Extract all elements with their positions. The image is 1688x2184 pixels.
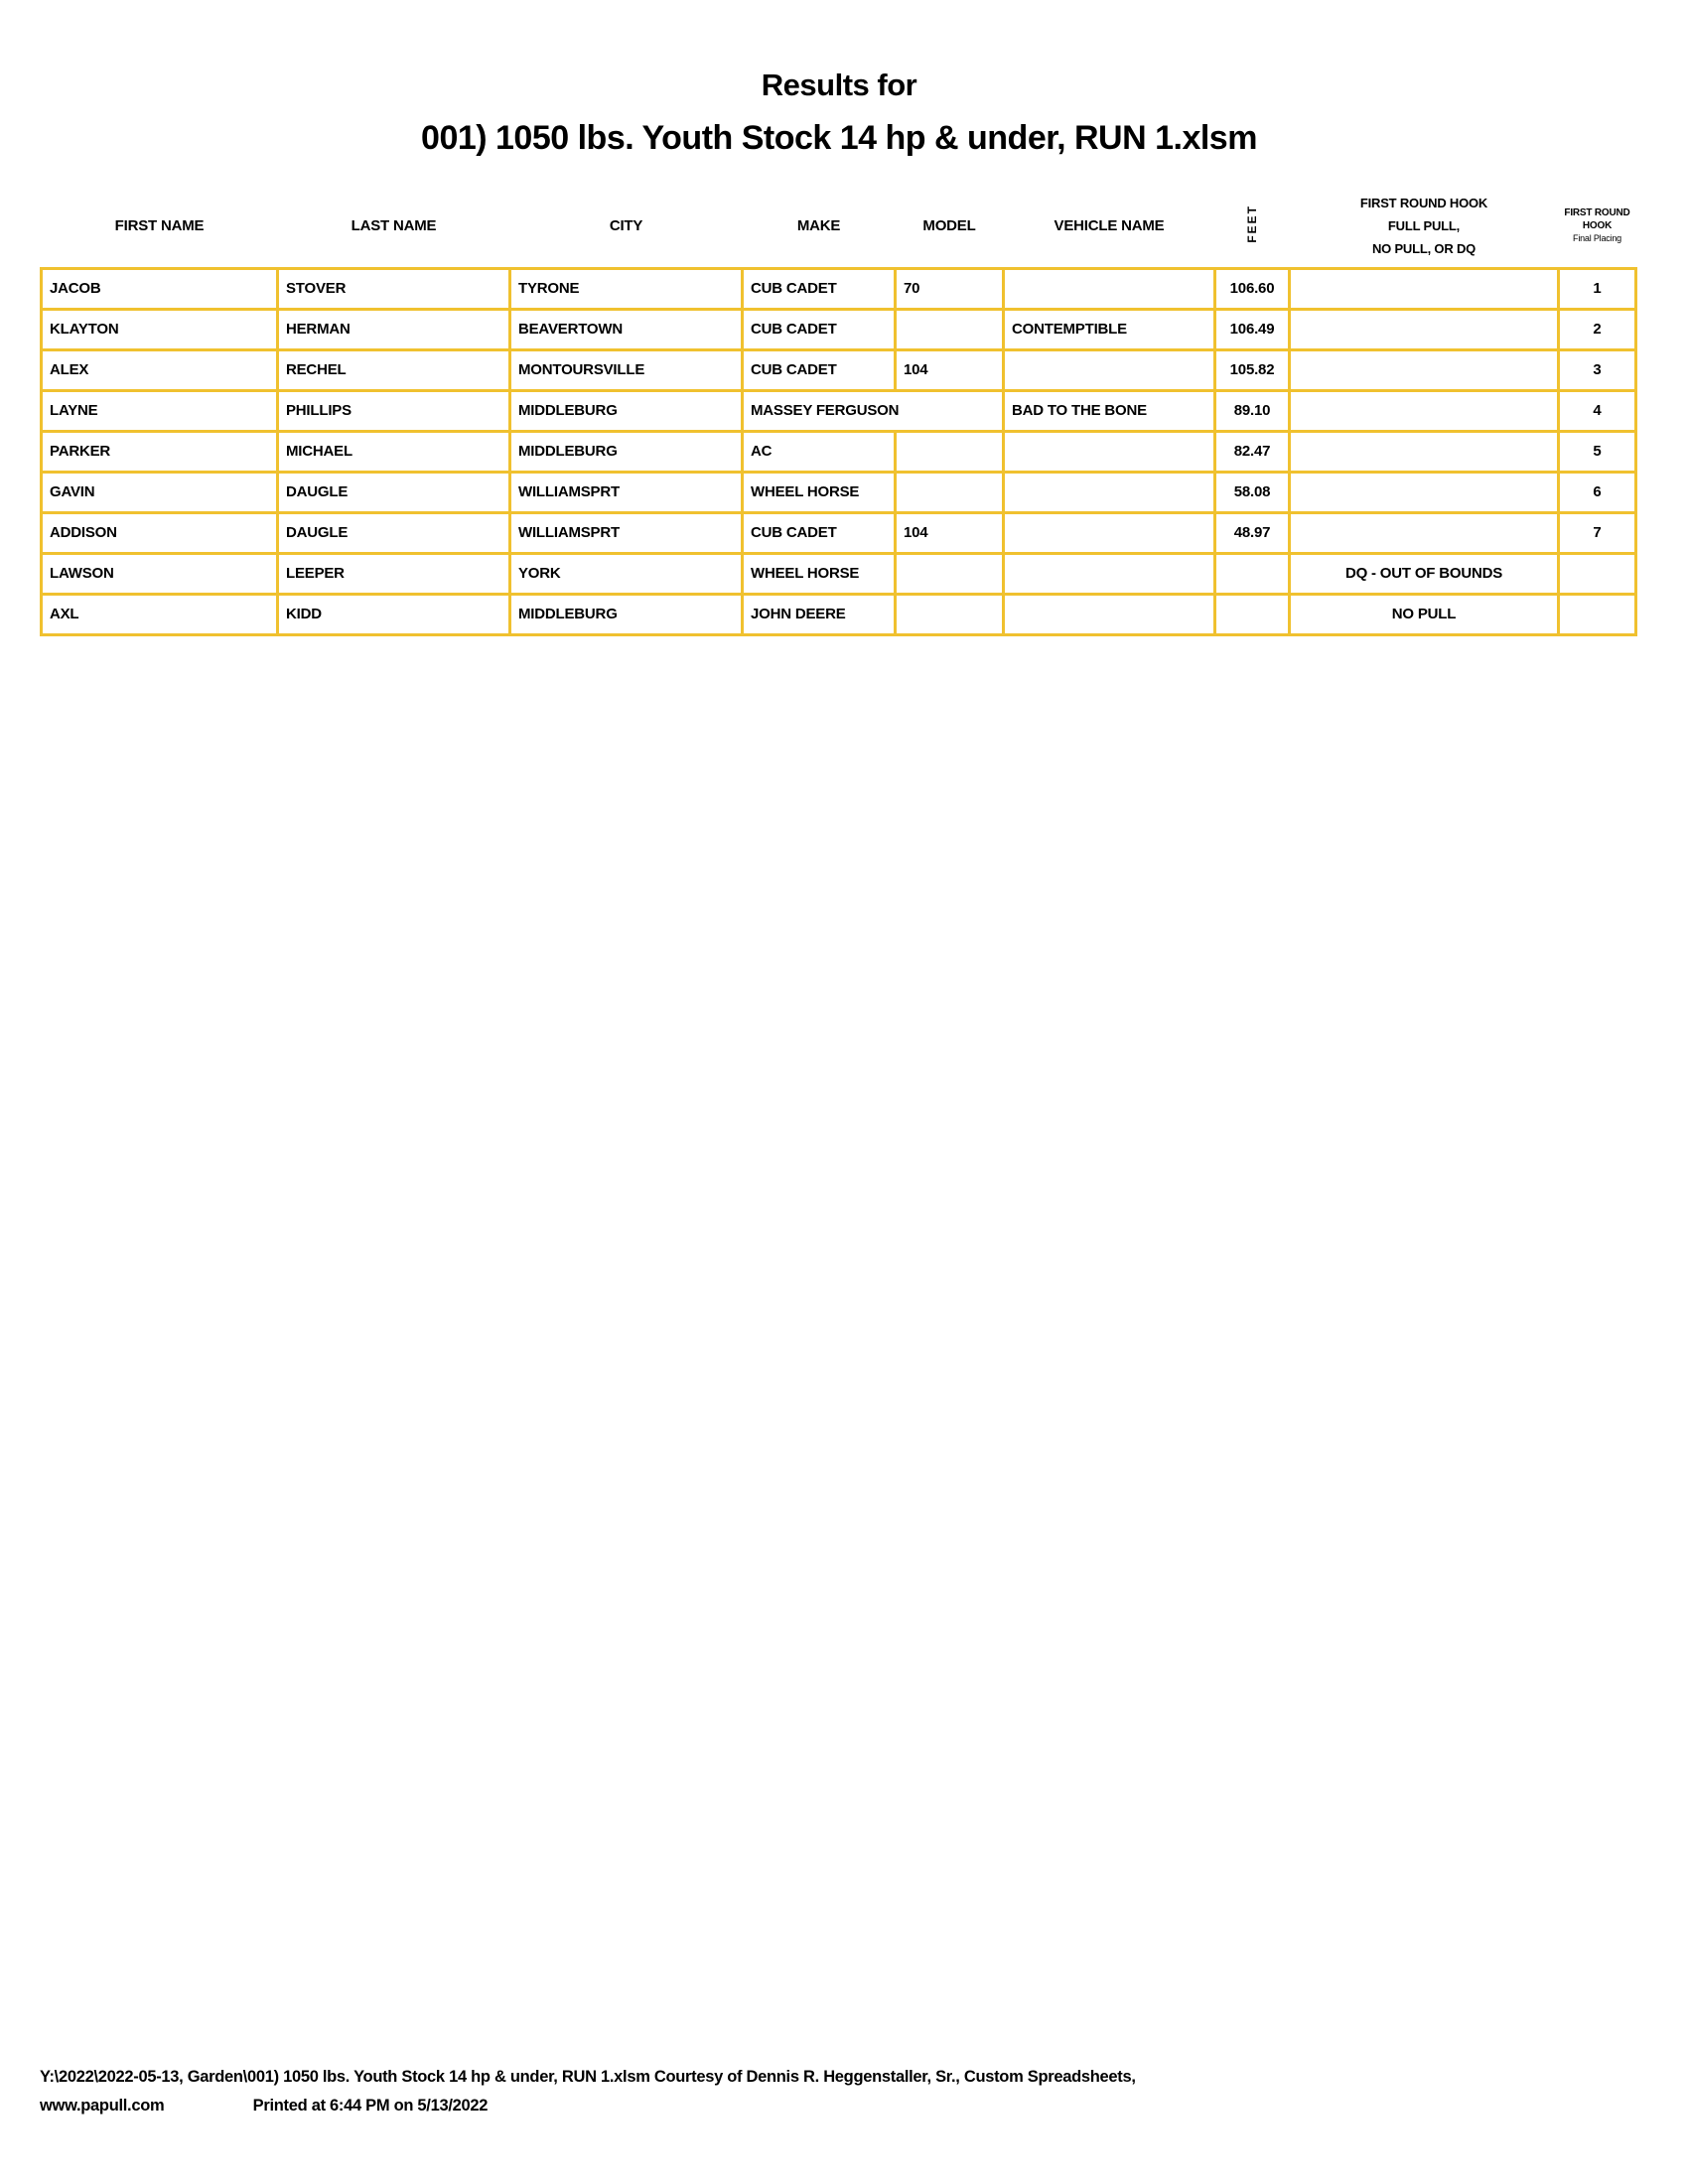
table-header-row (42, 185, 1636, 268)
table-row (42, 512, 1636, 553)
cell-feet: 89.10 (1215, 390, 1290, 431)
placing-header-line: Final Placing (1573, 232, 1621, 243)
cell-placing: 1 (1559, 268, 1636, 309)
cell-hook-result (1290, 512, 1559, 553)
cell-last-name: KIDD (278, 594, 510, 634)
placing-header-line: FIRST ROUND (1564, 206, 1630, 218)
table-row (42, 309, 1636, 349)
results-table (40, 185, 1637, 636)
cell-first-name: KLAYTON (42, 309, 278, 349)
cell-model: 104 (896, 349, 1004, 390)
cell-hook-result (1290, 309, 1559, 349)
cell-make: CUB CADET (743, 349, 896, 390)
cell-feet: 106.49 (1215, 309, 1290, 349)
table-row (42, 268, 1636, 309)
table-row (42, 349, 1636, 390)
cell-first-name: PARKER (42, 431, 278, 472)
cell-make: WHEEL HORSE (743, 553, 896, 594)
page-title: Results for (761, 68, 917, 102)
table-row (42, 553, 1636, 594)
cell-feet: 82.47 (1215, 431, 1290, 472)
footer-printed-timestamp: Printed at 6:44 PM on 5/13/2022 (252, 2097, 489, 2115)
cell-last-name: LEEPER (278, 553, 510, 594)
cell-city: TYRONE (510, 268, 743, 309)
cell-first-name: JACOB (42, 268, 278, 309)
cell-vehicle-name: CONTEMPTIBLE (1004, 309, 1215, 349)
table-row (42, 472, 1636, 512)
cell-vehicle-name (1004, 512, 1215, 553)
cell-city: MONTOURSVILLE (510, 349, 743, 390)
table-row (42, 594, 1636, 634)
feet-rotated-label: FEET (1245, 204, 1259, 243)
cell-last-name: PHILLIPS (278, 390, 510, 431)
report-footer (40, 2063, 1136, 2120)
column-header-city: CITY (609, 216, 643, 234)
cell-last-name: DAUGLE (278, 472, 510, 512)
column-header-last-name: LAST NAME (351, 216, 437, 234)
cell-city: WILLIAMSPRT (510, 512, 743, 553)
column-header-model: MODEL (922, 216, 976, 234)
cell-feet: 48.97 (1215, 512, 1290, 553)
report-title (0, 68, 1678, 158)
cell-placing: 6 (1559, 472, 1636, 512)
cell-hook-result (1290, 431, 1559, 472)
cell-model (896, 553, 1004, 594)
cell-make: CUB CADET (743, 512, 896, 553)
cell-model: 104 (896, 512, 1004, 553)
column-header-vehicle-name: VEHICLE NAME (1054, 216, 1165, 234)
cell-feet: 106.60 (1215, 268, 1290, 309)
cell-city: MIDDLEBURG (510, 594, 743, 634)
hook-header-line: FIRST ROUND HOOK (1359, 195, 1488, 210)
cell-placing: 7 (1559, 512, 1636, 553)
cell-make: CUB CADET (743, 309, 896, 349)
cell-feet: 105.82 (1215, 349, 1290, 390)
placing-header-line: HOOK (1582, 219, 1613, 231)
page-subtitle: 001) 1050 lbs. Youth Stock 14 hp & under, RUN 1.xlsm (421, 119, 1257, 157)
cell-hook-result: DQ - OUT OF BOUNDS (1290, 553, 1559, 594)
cell-model: 70 (896, 268, 1004, 309)
cell-model (896, 431, 1004, 472)
column-header-feet (1215, 185, 1290, 268)
cell-placing: 5 (1559, 431, 1636, 472)
cell-vehicle-name (1004, 431, 1215, 472)
cell-model (896, 594, 1004, 634)
cell-make: MASSEY FERGUSON (743, 390, 1004, 431)
cell-city: MIDDLEBURG (510, 431, 743, 472)
cell-placing: 3 (1559, 349, 1636, 390)
cell-vehicle-name: BAD TO THE BONE (1004, 390, 1215, 431)
cell-placing: 4 (1559, 390, 1636, 431)
table-row (42, 390, 1636, 431)
cell-first-name: AXL (42, 594, 278, 634)
cell-hook-result (1290, 349, 1559, 390)
cell-vehicle-name (1004, 594, 1215, 634)
results-table-body (42, 268, 1636, 634)
cell-city: WILLIAMSPRT (510, 472, 743, 512)
cell-last-name: DAUGLE (278, 512, 510, 553)
cell-placing (1559, 553, 1636, 594)
cell-placing (1559, 594, 1636, 634)
cell-feet (1215, 553, 1290, 594)
cell-city: BEAVERTOWN (510, 309, 743, 349)
footer-second-line (40, 2092, 1136, 2120)
cell-first-name: LAWSON (42, 553, 278, 594)
cell-model (896, 472, 1004, 512)
cell-first-name: ADDISON (42, 512, 278, 553)
cell-vehicle-name (1004, 349, 1215, 390)
column-header-first-round-hook (1290, 185, 1559, 268)
cell-make: CUB CADET (743, 268, 896, 309)
hook-header-line: FULL PULL, (1387, 217, 1461, 233)
cell-make: JOHN DEERE (743, 594, 896, 634)
column-header-make: MAKE (796, 216, 841, 234)
cell-first-name: ALEX (42, 349, 278, 390)
footer-website: www.papull.com (40, 2097, 165, 2115)
cell-last-name: STOVER (278, 268, 510, 309)
cell-hook-result (1290, 472, 1559, 512)
cell-placing: 2 (1559, 309, 1636, 349)
column-header-first-name: FIRST NAME (114, 216, 205, 234)
hook-header-line: NO PULL, OR DQ (1371, 240, 1477, 256)
cell-hook-result (1290, 390, 1559, 431)
cell-city: YORK (510, 553, 743, 594)
cell-vehicle-name (1004, 268, 1215, 309)
cell-make: WHEEL HORSE (743, 472, 896, 512)
cell-first-name: GAVIN (42, 472, 278, 512)
cell-feet (1215, 594, 1290, 634)
cell-vehicle-name (1004, 472, 1215, 512)
cell-last-name: RECHEL (278, 349, 510, 390)
column-header-final-placing (1559, 185, 1636, 268)
table-row (42, 431, 1636, 472)
cell-first-name: LAYNE (42, 390, 278, 431)
cell-feet: 58.08 (1215, 472, 1290, 512)
cell-last-name: MICHAEL (278, 431, 510, 472)
cell-make: AC (743, 431, 896, 472)
cell-hook-result: NO PULL (1290, 594, 1559, 634)
cell-city: MIDDLEBURG (510, 390, 743, 431)
cell-hook-result (1290, 268, 1559, 309)
cell-vehicle-name (1004, 553, 1215, 594)
footer-file-path: Y:\2022\2022-05-13, Garden\001) 1050 lbs. Youth Stock 14 hp & under, RUN 1.xlsm Courtesy of Dennis R. Heggenstaller, Sr., Custom Spreadsheets, (40, 2068, 1136, 2086)
cell-last-name: HERMAN (278, 309, 510, 349)
cell-model (896, 309, 1004, 349)
